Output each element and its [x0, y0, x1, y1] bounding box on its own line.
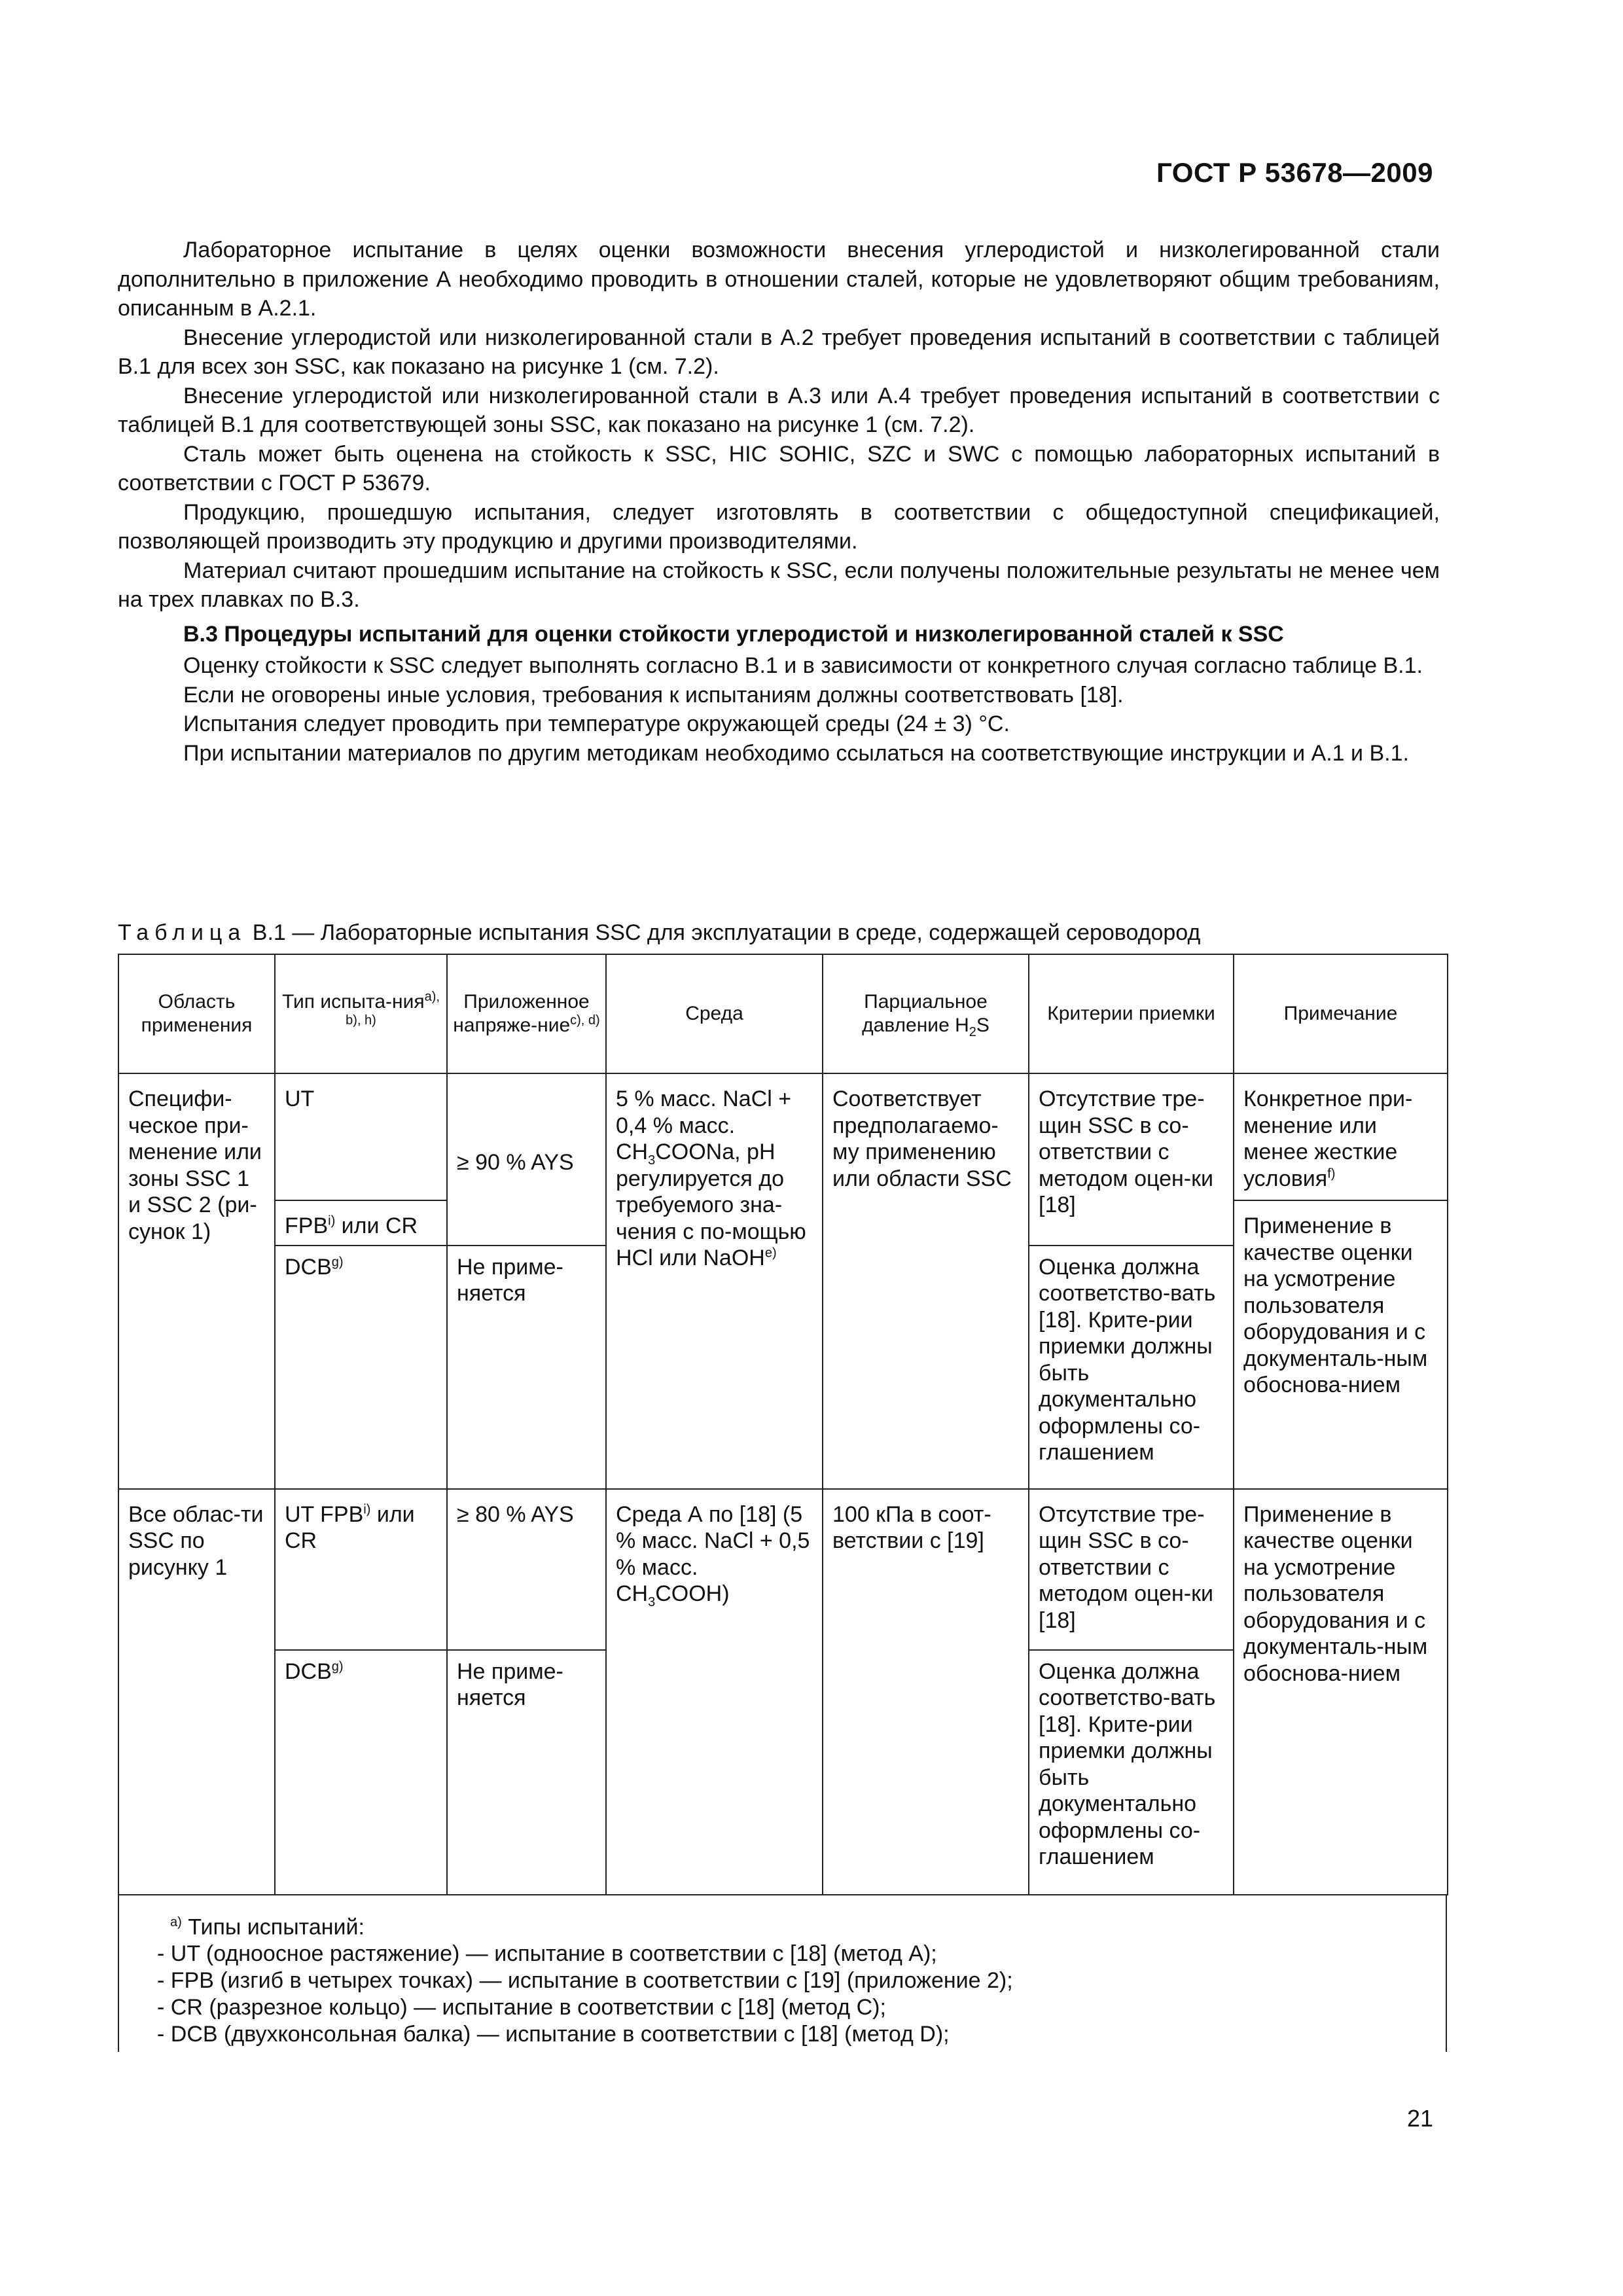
paragraph: Сталь может быть оценена на стойкость к SSC, HIC SOHIC, SZC и SWC с помощью лабораторных испытаний в соответствии с ГОСТ Р 53679. — [118, 441, 1440, 495]
cell-stress: ≥ 80 % AYS — [447, 1489, 606, 1650]
header-stress: Приложенное напряже-ние$^{c), d)}$ — [447, 954, 606, 1073]
table-caption — [118, 918, 1440, 947]
table-row — [118, 1073, 1448, 1200]
header-medium: Среда — [606, 954, 823, 1073]
section-heading: В.3 Процедуры испытаний для оценки стойкости углеродистой и низколегированной сталей к SSC — [183, 621, 1284, 647]
cell-medium: 5 % масс. NaCl + 0,4 % масс. $CH_3COONa$, pH регулируется до требуемого зна-чения с по-мощью HCl или NaOH$^{e)}$ — [606, 1073, 823, 1489]
cell-stress: ≥ 90 % AYS — [447, 1073, 606, 1246]
table-footnotes — [118, 1895, 1447, 2052]
header-test-type: Тип испыта-ния$^{a), b), h)}$ — [275, 954, 447, 1073]
footnote-item: - UT (одноосное растяжение) — испытание в соответствии с [18] (метод А); — [157, 1941, 937, 1967]
cell-type: DCB$^{g)}$ — [275, 1650, 447, 1895]
paragraph: Продукцию, прошедшую испытания, следует изготовлять в соответствии с общедоступной спецификацией, позволяющей производить эту продукцию и другими производителями. — [118, 499, 1440, 554]
cell-stress: Не приме-няется — [447, 1650, 606, 1895]
cell-area: Все облас-ти SSC по рисунку 1 — [118, 1489, 275, 1895]
footnote-item: - CR (разрезное кольцо) — испытание в соответствии с [18] (метод С); — [157, 1995, 886, 2020]
body-text — [118, 236, 1440, 768]
cell-type: DCB$^{g)}$ — [275, 1246, 447, 1489]
header-pressure: Парциальное давление $H_2S$ — [823, 954, 1029, 1073]
cell-note: Конкретное при-менение или менее жесткие условия$^{f)}$ — [1234, 1073, 1448, 1200]
cell-pressure: Соответствует предполагаемо-му применению или области SSC — [823, 1073, 1029, 1489]
document-id: ГОСТ Р 53678—2009 — [1156, 157, 1433, 188]
cell-type: FPB$^{i)}$ или CR — [275, 1200, 447, 1246]
cell-stress: Не приме-няется — [447, 1246, 606, 1489]
footnote-item: - DCB (двухконсольная балка) — испытание в соответствии с [18] (метод D); — [157, 2022, 950, 2047]
header-note: Примечание — [1234, 954, 1448, 1073]
cell-type: UT FPB$^{i)}$ или CR — [275, 1489, 447, 1650]
header-area: Область применения — [118, 954, 275, 1073]
page-number: 21 — [1406, 2105, 1433, 2132]
footnote-title: $^{a)}$ Типы испытаний: — [170, 1914, 365, 1940]
paragraph: Лабораторное испытание в целях оценки возможности внесения углеродистой и низколегированной стали дополнительно в приложение А необходимо проводить в отношении сталей, которые не удовлетворяют общим требованиям, описанным в А.2.1. — [118, 238, 1440, 321]
table-caption-label: Таблица — [118, 920, 247, 945]
paragraph: Внесение углеродистой или низколегированной стали в А.2 требует проведения испытаний в соответствии с таблицей В.1 для всех зон SSC, как показано на рисунке 1 (см. 7.2). — [118, 325, 1440, 379]
cell-type: UT — [275, 1073, 447, 1200]
paragraph: Материал считают прошедшим испытание на стойкость к SSC, если получены положительные результаты не менее чем на трех плавках по В.3. — [118, 558, 1440, 612]
cell-note: Применение в качестве оценки на усмотрение пользователя оборудования и с документаль-ным обоснова-нием — [1234, 1489, 1448, 1895]
table-header-row — [118, 954, 1448, 1073]
cell-pressure: 100 кПа в соот-ветствии с [19] — [823, 1489, 1029, 1895]
paragraph: Оценку стойкости к SSC следует выполнять согласно В.1 и в зависимости от конкретного случая согласно таблице В.1. — [183, 653, 1423, 678]
paragraph: Испытания следует проводить при температуре окружающей среды (24 ± 3) °C. — [183, 711, 1010, 736]
ssc-test-table — [118, 954, 1448, 1895]
cell-criteria: Оценка должна соответство-вать [18]. Крите-рии приемки должны быть документально оформлены со-глашением — [1029, 1246, 1234, 1489]
table-row — [118, 1489, 1448, 1650]
footnote-item: - FPB (изгиб в четырех точках) — испытание в соответствии с [19] (приложение 2); — [157, 1968, 1013, 1994]
paragraph: Внесение углеродистой или низколегированной стали в А.3 или А.4 требует проведения испытаний в соответствии с таблицей В.1 для соответствующей зоны SSC, как показано на рисунке 1 (см. 7.2). — [118, 383, 1440, 437]
cell-criteria: Отсутствие тре-щин SSC в со-ответствии с методом оцен-ки [18] — [1029, 1489, 1234, 1650]
cell-note: Применение в качестве оценки на усмотрение пользователя оборудования и с документаль-ным обоснова-нием — [1234, 1200, 1448, 1489]
paragraph: При испытании материалов по другим методикам необходимо ссылаться на соответствующие инструкции и А.1 и В.1. — [183, 740, 1409, 766]
paragraph: Если не оговорены иные условия, требования к испытаниям должны соответствовать [18]. — [183, 682, 1124, 708]
cell-criteria: Отсутствие тре-щин SSC в со-ответствии с методом оцен-ки [18] — [1029, 1073, 1234, 1246]
cell-area: Специфи-ческое при-менение или зоны SSC 1 и SSC 2 (ри-сунок 1) — [118, 1073, 275, 1489]
cell-medium: Среда А по [18] (5 % масс. NaCl + 0,5 % масс. $CH_3COOH$) — [606, 1489, 823, 1895]
cell-criteria: Оценка должна соответство-вать [18]. Крите-рии приемки должны быть документально оформлены со-глашением — [1029, 1650, 1234, 1895]
table-caption-text: В.1 — Лабораторные испытания SSC для эксплуатации в среде, содержащей сероводород — [252, 920, 1201, 945]
header-criteria: Критерии приемки — [1029, 954, 1234, 1073]
